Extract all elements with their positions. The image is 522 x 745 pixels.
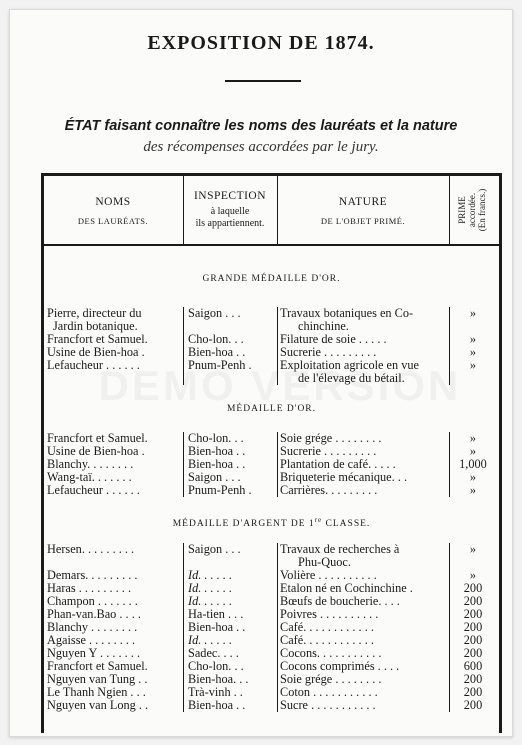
column-divider (277, 582, 278, 595)
laureate-name (47, 647, 180, 660)
title-divider (225, 80, 301, 82)
column-divider (183, 307, 184, 333)
table-row (44, 595, 499, 608)
column-divider (183, 634, 184, 647)
table-row (44, 634, 499, 647)
column-divider (449, 647, 450, 660)
column-header-noms-title: NOMS (95, 196, 131, 208)
inspection-cell: Id. . . . . . (188, 634, 233, 647)
nature-line: Poivres . . . . . . . . . . (280, 608, 379, 621)
section-title: MÉDAILLE D'OR. (226, 404, 317, 414)
table-row (44, 543, 499, 569)
column-divider (183, 699, 184, 712)
prime-cell: » (469, 307, 477, 320)
laureate-name (47, 621, 180, 634)
page-subtitle-line1: ÉTAT faisant connaître les noms des lauréats et la nature (64, 118, 458, 134)
column-divider (449, 686, 450, 699)
nature-cell (280, 582, 450, 595)
table-row (44, 686, 499, 699)
inspection-cell: Saigon . . . (188, 543, 241, 556)
header-rule (44, 244, 499, 246)
nature-line: Travaux botaniques en Co- (280, 307, 414, 320)
inspection-cell: Cho-lon. . . (188, 333, 244, 346)
prime-cell: 200 (463, 686, 483, 699)
nature-line: Phu-Quoc. (298, 555, 351, 569)
laureate-name (47, 346, 180, 359)
table-row (44, 673, 499, 686)
laureate-name-line: Demars. . . . . . . . . (47, 569, 138, 582)
inspection-cell: Id. . . . . . (188, 582, 233, 595)
page-subtitle-line2: des récompenses accordées par le jury. (143, 139, 379, 155)
table-row (44, 608, 499, 621)
column-divider (449, 660, 450, 673)
nature-line: Briqueterie mécanique. . . (280, 471, 408, 484)
nature-cell (280, 595, 450, 608)
column-divider (449, 346, 450, 359)
nature-cell (280, 471, 450, 484)
laureate-name (47, 445, 180, 458)
column-header-noms-sub: DES LAURÉATS. (77, 216, 149, 226)
prime-cell: 1,000 (459, 458, 487, 471)
laureate-name-line: Nguyen van Tung . . (47, 673, 148, 686)
column-divider (449, 634, 450, 647)
column-divider (449, 569, 450, 582)
prime-cell: » (469, 569, 477, 582)
table-row (44, 569, 499, 582)
column-divider (277, 686, 278, 699)
prime-cell: 200 (463, 699, 483, 712)
column-divider (183, 484, 184, 497)
column-divider (277, 432, 278, 445)
laureate-name (47, 634, 180, 647)
column-divider (183, 673, 184, 686)
laureate-name-line: Usine de Bien-hoa . (47, 445, 145, 458)
column-divider (277, 673, 278, 686)
inspection-cell: Bien-hoa . . (188, 445, 246, 458)
prime-cell: » (469, 359, 477, 372)
column-divider (449, 484, 450, 497)
laureates-table (41, 173, 502, 733)
column-divider (277, 333, 278, 346)
column-divider (449, 543, 450, 569)
laureate-name-line: Agaisse . . . . . . . . (47, 634, 136, 647)
nature-cell (280, 543, 450, 569)
laureate-name-line: Blanchy. . . . . . . . (47, 458, 134, 471)
page-title: EXPOSITION DE 1874. (147, 32, 375, 54)
column-header-nature (278, 176, 448, 244)
laureate-name-line: Lefaucheur . . . . . . (47, 359, 140, 372)
nature-line: Coton . . . . . . . . . . . (280, 686, 378, 699)
laureate-name (47, 582, 180, 595)
column-divider (277, 621, 278, 634)
table-row (44, 432, 499, 445)
inspection-cell: Cho-lon. . . (188, 660, 244, 673)
inspection-cell: Cho-lon. . . (188, 432, 244, 445)
column-divider (449, 458, 450, 471)
nature-line: Travaux de recherches à (280, 543, 400, 556)
nature-line: Soie grége . . . . . . . . (280, 432, 382, 445)
column-header-inspection-title: INSPECTION (193, 190, 267, 202)
laureate-name-line: Francfort et Samuel. (47, 660, 148, 673)
column-divider (277, 484, 278, 497)
column-divider (183, 471, 184, 484)
prime-cell: » (469, 445, 477, 458)
column-header-prime-line2: accordée. (467, 192, 477, 228)
nature-line: Plantation de café. . . . . (280, 458, 396, 471)
table-row (44, 699, 499, 712)
nature-line: Etalon né en Cochinchine . (280, 582, 413, 595)
inspection-cell: Saigon . . . (188, 471, 241, 484)
column-divider (183, 458, 184, 471)
laureate-name-line: Le Thanh Ngien . . . (47, 686, 146, 699)
column-divider (449, 699, 450, 712)
column-divider (277, 595, 278, 608)
table-row (44, 307, 499, 333)
nature-line: de l'élevage du bétail. (298, 371, 405, 385)
prime-cell: 200 (463, 647, 483, 660)
column-divider (183, 621, 184, 634)
column-divider (449, 445, 450, 458)
inspection-cell: Bien-hoa . . (188, 458, 246, 471)
column-divider (183, 660, 184, 673)
nature-line: Café. . . . . . . . . . . . (280, 634, 374, 647)
laureate-name (47, 432, 180, 445)
laureate-name (47, 686, 180, 699)
inspection-cell: Bien-hoa . . (188, 621, 246, 634)
nature-line: Bœufs de boucherie. . . . (280, 595, 400, 608)
column-header-prime (450, 178, 494, 242)
laureate-name-line: Hersen. . . . . . . . . (47, 543, 135, 556)
inspection-cell: Pnum-Penh . (188, 359, 252, 372)
nature-cell (280, 307, 450, 333)
column-divider (449, 307, 450, 333)
nature-cell (280, 458, 450, 471)
table-row (44, 647, 499, 660)
laureate-name (47, 307, 180, 333)
column-divider (449, 608, 450, 621)
laureate-name (47, 458, 180, 471)
column-divider (183, 582, 184, 595)
column-header-nature-title: NATURE (338, 196, 388, 208)
column-divider (449, 582, 450, 595)
nature-line: Sucrerie . . . . . . . . . (280, 445, 377, 458)
nature-line: Café. . . . . . . . . . . . (280, 621, 374, 634)
nature-line: Exploitation agricole en vue (280, 359, 419, 372)
prime-cell: » (469, 333, 477, 346)
column-divider (449, 595, 450, 608)
nature-line: Filature de soie . . . . . (280, 333, 387, 346)
nature-line: Sucre . . . . . . . . . . . (280, 699, 376, 712)
column-divider (277, 458, 278, 471)
nature-line: Volière . . . . . . . . . . (280, 569, 377, 582)
prime-cell: » (469, 484, 477, 497)
column-divider (183, 595, 184, 608)
laureate-name-line: Francfort et Samuel. (47, 432, 148, 445)
nature-cell (280, 346, 450, 359)
table-row (44, 346, 499, 359)
prime-cell: » (469, 543, 477, 556)
column-divider (277, 543, 278, 569)
prime-cell: » (469, 346, 477, 359)
column-divider (183, 445, 184, 458)
laureate-name (47, 608, 180, 621)
prime-cell: 200 (463, 621, 483, 634)
laureate-name-line: Nguyen Y . . . . . . . (47, 647, 141, 660)
inspection-cell: Pnum-Penh . (188, 484, 252, 497)
laureate-name-line: Usine de Bien-hoa . (47, 346, 145, 359)
table-row (44, 582, 499, 595)
column-divider (277, 569, 278, 582)
inspection-cell: Id. . . . . . (188, 569, 233, 582)
table-row (44, 445, 499, 458)
section-title: MÉDAILLE D'ARGENT DE 1re CLASSE. (172, 516, 371, 530)
nature-cell (280, 699, 450, 712)
column-divider (277, 346, 278, 359)
column-divider (277, 647, 278, 660)
nature-cell (280, 673, 450, 686)
inspection-cell: Trà-vinh . . (188, 686, 243, 699)
laureate-name-line: Champon . . . . . . . (47, 595, 138, 608)
laureate-name (47, 660, 180, 673)
nature-cell (280, 634, 450, 647)
inspection-cell: Saigon . . . (188, 307, 241, 320)
nature-cell (280, 445, 450, 458)
inspection-cell: Sadec. . . . (188, 647, 239, 660)
column-divider (277, 445, 278, 458)
laureate-name-line: Phan-van.Bao . . . . (47, 608, 141, 621)
laureate-name (47, 484, 180, 497)
laureate-name-line: Blanchy . . . . . . . . (47, 621, 138, 634)
prime-cell: 200 (463, 608, 483, 621)
laureate-name (47, 333, 180, 346)
prime-cell: 200 (463, 595, 483, 608)
nature-cell (280, 686, 450, 699)
laureate-name (47, 673, 180, 686)
column-divider (449, 333, 450, 346)
prime-cell: » (469, 471, 477, 484)
inspection-cell: Id. . . . . . (188, 595, 233, 608)
nature-cell (280, 569, 450, 582)
watermark (80, 362, 480, 410)
table-row (44, 333, 499, 346)
column-divider (183, 346, 184, 359)
laureate-name-line: Nguyen van Long . . (47, 699, 149, 712)
column-divider (277, 608, 278, 621)
column-divider (183, 543, 184, 569)
nature-line: chinchine. (298, 319, 349, 333)
prime-cell: 200 (463, 582, 483, 595)
laureate-name (47, 595, 180, 608)
column-divider (277, 699, 278, 712)
laureate-name (47, 699, 180, 712)
nature-cell (280, 333, 450, 346)
column-header-nature-sub: DE L'OBJET PRIMÉ. (320, 216, 406, 226)
table-row (44, 458, 499, 471)
column-divider (183, 569, 184, 582)
column-divider (183, 686, 184, 699)
column-header-prime-line1: PRIME (457, 196, 467, 224)
column-divider (183, 608, 184, 621)
nature-cell (280, 432, 450, 445)
column-header-inspection-sub2: ils appartiennent. (195, 218, 265, 229)
nature-cell (280, 621, 450, 634)
laureate-name-line: Pierre, directeur du (47, 307, 142, 320)
prime-cell: » (469, 432, 477, 445)
inspection-cell: Bien-hoa . . (188, 699, 246, 712)
column-header-noms (44, 176, 182, 244)
nature-line: Carrières. . . . . . . . . (280, 484, 378, 497)
column-header-inspection-sub1: à laquelle (210, 206, 250, 217)
table-row (44, 484, 499, 497)
table-row (44, 660, 499, 673)
nature-cell (280, 647, 450, 660)
laureate-name-line: Francfort et Samuel. (47, 333, 148, 346)
nature-line: Soie grége . . . . . . . . (280, 673, 382, 686)
table-row (44, 471, 499, 484)
column-divider (277, 660, 278, 673)
laureate-name-line: Jardin botanique. (53, 319, 138, 333)
inspection-cell: Bien-hoa . . (188, 346, 246, 359)
nature-cell (280, 484, 450, 497)
column-divider (277, 307, 278, 333)
column-header-prime-line3: (En francs.) (477, 188, 487, 232)
laureate-name (47, 471, 180, 484)
table-row (44, 621, 499, 634)
laureate-name-line: Haras . . . . . . . . . (47, 582, 132, 595)
nature-line: Sucrerie . . . . . . . . . (280, 346, 377, 359)
column-divider (277, 471, 278, 484)
prime-cell: 200 (463, 673, 483, 686)
laureate-name (47, 543, 180, 556)
nature-line: Cocons. . . . . . . . . . . (280, 647, 382, 660)
column-divider (277, 634, 278, 647)
section-title: GRANDE MÉDAILLE D'OR. (202, 274, 341, 284)
nature-cell (280, 608, 450, 621)
column-divider (449, 432, 450, 445)
column-divider (183, 432, 184, 445)
column-header-inspection (184, 176, 276, 244)
inspection-cell: Ha-tien . . . (188, 608, 244, 621)
laureate-name-line: Wang-taï. . . . . . . (47, 471, 132, 484)
laureate-name-line: Lefaucheur . . . . . . (47, 484, 140, 497)
inspection-cell: Bien-hoa. . . (188, 673, 249, 686)
column-divider (183, 647, 184, 660)
nature-line: Cocons comprimés . . . . (280, 660, 400, 673)
laureate-name (47, 569, 180, 582)
prime-cell: 200 (463, 634, 483, 647)
column-divider (449, 471, 450, 484)
column-divider (183, 333, 184, 346)
column-divider (449, 673, 450, 686)
column-divider (449, 621, 450, 634)
document-page (9, 9, 513, 737)
nature-cell (280, 660, 450, 673)
prime-cell: 600 (463, 660, 483, 673)
